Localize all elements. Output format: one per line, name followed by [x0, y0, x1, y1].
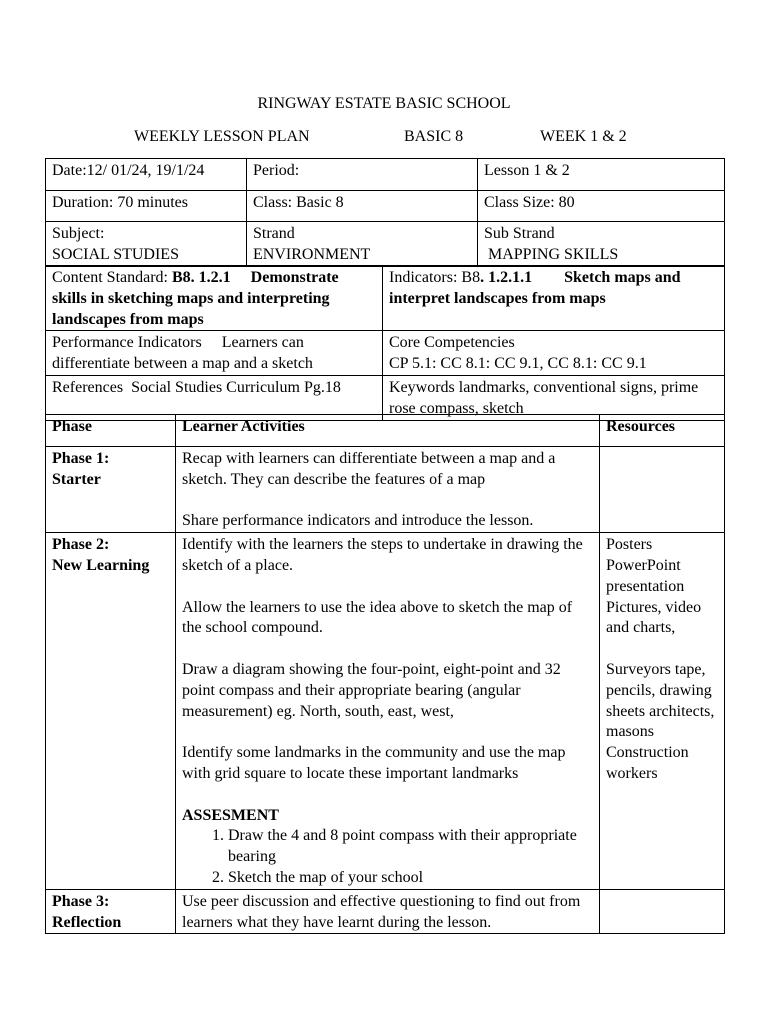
phase2-p1: Identify with the learners the steps to undertake in drawing the sketch of a place. — [182, 536, 583, 574]
content-standard-label: Content Standard: — [52, 269, 172, 286]
indicators-label: Indicators: B8 — [389, 269, 481, 286]
phase1-p1: Recap with learners can differentiate between a map and a sketch. They can describe the features of a map — [182, 450, 556, 488]
content-standard-cell — [46, 266, 383, 331]
duration-cell: Duration: 70 minutes — [46, 191, 247, 222]
period-cell: Period: — [247, 159, 478, 191]
core-competencies-cell — [383, 331, 725, 376]
phase2-name: Phase 2: New Learning — [46, 533, 176, 890]
phase2-activities — [176, 533, 600, 890]
indicators-code: . 1.2.1.1 — [480, 269, 533, 286]
resources-header: Resources — [600, 415, 725, 447]
assessment-list — [182, 826, 593, 888]
basic-label: BASIC 8 — [404, 128, 464, 145]
phase1-activities — [176, 447, 600, 533]
indicators-cell — [383, 266, 725, 331]
class-cell: Class: Basic 8 — [247, 191, 478, 222]
core-label: Core Competencies — [389, 334, 515, 352]
week-label: WEEK 1 & 2 — [540, 128, 627, 145]
performance-cell — [46, 331, 383, 376]
assessment-item: 2. Sketch the map of your school — [228, 868, 593, 889]
activities-header: Learner Activities — [176, 415, 600, 447]
sub-strand-value: MAPPING SKILLS — [484, 245, 619, 263]
school-title: RINGWAY ESTATE BASIC SCHOOL — [257, 95, 511, 112]
strand-value: ENVIRONMENT — [253, 245, 371, 263]
date-cell: Date:12/ 01/24, 19/1/24 — [46, 159, 247, 191]
info-table — [45, 158, 725, 267]
strand-cell — [247, 222, 478, 267]
phase1-name: Phase 1: Starter — [46, 447, 176, 533]
assessment-item: 1. Draw the 4 and 8 point compass with their appropriate bearing — [228, 826, 593, 868]
subject-value: SOCIAL STUDIES — [52, 245, 179, 263]
phase3-activities: Use peer discussion and effective questioning to find out from learners what they have learnt during the lesson. — [176, 889, 600, 934]
class-size-cell: Class Size: 80 — [478, 191, 725, 222]
phase2-p2: Allow the learners to use the idea above to sketch the map of the school compound. — [182, 598, 573, 637]
phase3-name: Phase 3: Reflection — [46, 889, 176, 934]
core-text: CP 5.1: CC 8.1: CC 9.1, CC 8.1: CC 9.1 — [389, 355, 647, 373]
phase3-resources — [600, 889, 725, 934]
sub-strand-label: Sub Strand — [484, 225, 555, 242]
content-standard-text: Demonstrate skills in sketching maps and interpreting landscapes from maps — [52, 269, 339, 328]
indicators-text: Sketch maps and interpret landscapes from maps — [389, 269, 681, 307]
sub-strand-cell — [478, 222, 725, 267]
plan-label: WEEKLY LESSON PLAN — [134, 128, 310, 145]
phase1-p2: Share performance indicators and introduce the lesson. — [182, 512, 534, 530]
keywords-cell: Keywords landmarks, conventional signs, prime rose compass, sketch — [383, 375, 725, 420]
assessment-title: ASSESMENT — [182, 806, 279, 824]
performance-text: Learners can differentiate between a map and a sketch — [52, 334, 313, 373]
strand-label: Strand — [253, 225, 295, 242]
phase2-p3: Draw a diagram showing the four-point, eight-point and 32 point compass and their appropriate bearing (angular measurement) eg. North, south, east, west, — [182, 660, 561, 720]
references-cell: References Social Studies Curriculum Pg.18 — [46, 375, 383, 420]
phase2-resources: Posters PowerPoint presentation Pictures, video and charts, Surveyors tape, pencils, drawing sheets architects, masons Construction workers — [600, 533, 725, 890]
lesson-cell: Lesson 1 & 2 — [478, 159, 725, 191]
phase2-p4: Identify some landmarks in the community and use the map with grid square to locate these important landmarks — [182, 744, 566, 782]
phase1-resources — [600, 447, 725, 533]
phase-header: Phase — [46, 415, 176, 447]
subject-cell — [46, 222, 247, 267]
subject-label: Subject: — [52, 225, 105, 242]
performance-label: Performance Indicators — [52, 334, 202, 352]
phases-table — [45, 414, 725, 934]
content-standard-code: B8. 1.2.1 — [171, 269, 231, 286]
standards-table — [45, 265, 725, 421]
